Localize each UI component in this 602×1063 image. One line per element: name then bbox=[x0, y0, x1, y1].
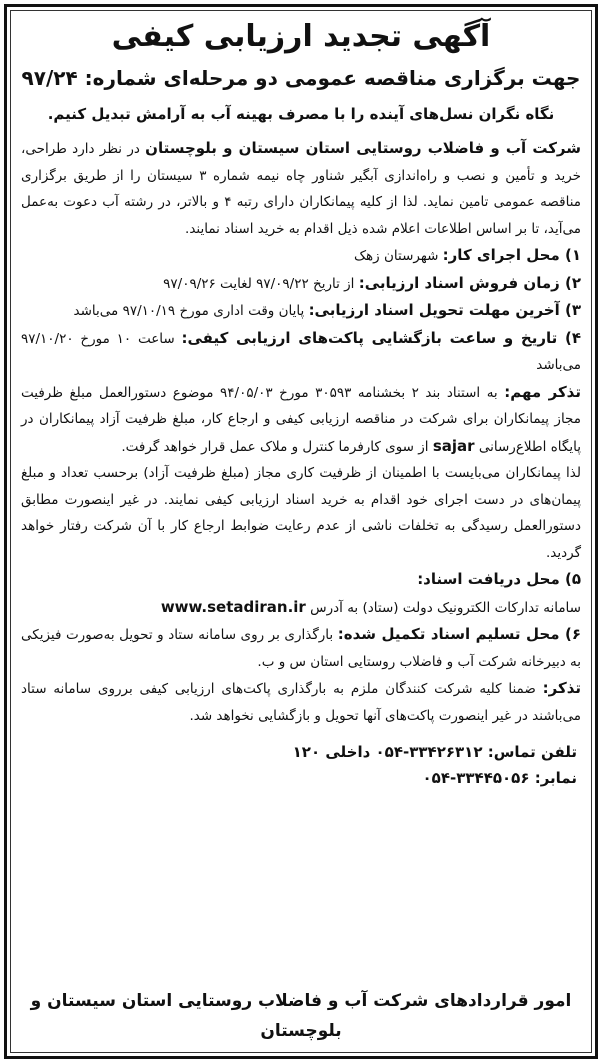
item-text: سامانه تدارکات الکترونیک دولت (ستاد) به آدرس bbox=[305, 599, 581, 616]
note-text: از سوی کارفرما کنترل و ملاک عمل قرار خواهد گرفت. bbox=[121, 438, 433, 455]
notice-subtitle: جهت برگزاری مناقصه عمومی دو مرحله‌ای شماره: ۹۷/۲۴ bbox=[21, 66, 581, 90]
item-text: از تاریخ ۹۷/۰۹/۲۲ لغایت ۹۷/۰۹/۲۶ bbox=[163, 275, 359, 292]
item-submission-place bbox=[21, 621, 581, 675]
important-note bbox=[21, 379, 581, 461]
contact-info bbox=[21, 739, 581, 791]
water-slogan: نگاه نگران نسل‌های آینده را با مصرف بهینه آب به آرامش تبدیل کنیم. bbox=[47, 105, 555, 123]
notice-frame bbox=[4, 4, 598, 1059]
item-label: ۴) تاریخ و ساعت بازگشایی پاکت‌های ارزیابی کیفی: bbox=[181, 328, 581, 347]
note-text: به استناد بند ۲ بخشنامه ۳۰۵۹۳ مورخ ۹۴/۰۵/۰۳ موضوع دستورالعمل مبلغ ظرفیت مجاز پیمانکاران برای شرکت در مناقصه ارزیابی کیفی و ارجاع کار، مبلغ ظرفیت آزاد پیمانکاران در پایگاه اطلاع‌رسانی bbox=[21, 384, 581, 455]
intro-paragraph bbox=[21, 135, 581, 242]
item-label: ۲) زمان فروش اسناد ارزیابی: bbox=[358, 273, 581, 292]
item-label: ۶) محل تسلیم اسناد تکمیل شده: bbox=[337, 625, 581, 643]
setad-url-link[interactable]: www.setadiran.ir bbox=[160, 597, 306, 616]
phone-number: تلفن تماس: ۳۳۴۲۶۳۱۲-۰۵۴ داخلی ۱۲۰ bbox=[292, 743, 577, 761]
note-text: ضمنا کلیه شرکت کنندگان ملزم به بارگذاری پاکت‌های ارزیابی کیفی برروی سامانه ستاد می‌باشند در غیر اینصورت پاکت‌های آنها تحویل و بازگشایی نخواهد شد. bbox=[21, 681, 581, 724]
fax-number: نمابر: ۳۳۴۴۵۰۵۶-۰۵۴ bbox=[422, 769, 577, 787]
note-label: تذکر مهم: bbox=[504, 382, 581, 401]
item-label: ۵) محل دریافت اسناد: bbox=[417, 570, 581, 588]
company-name: شرکت آب و فاضلاب روستایی استان سیستان و بلوچستان bbox=[145, 139, 582, 157]
intro-text: در نظر دارد طراحی، خرید و تأمین و نصب و راه‌اندازی آبگیر شناور چاه نیمه شماره ۳ سیستان را از طریق برگزاری مناقصه عمومی تامین نماید. لذا از کلیه پیمانکاران دارای رتبه ۴ و بالاتر، در رشته آب دعوت به‌عمل می‌آید، تا بر اساس اطلاعات اعلام شده ذیل اقدام به خرید اسناد نمایند. bbox=[21, 141, 582, 237]
upload-note bbox=[21, 675, 581, 729]
item-label: ۳) آخرین مهلت تحویل اسناد ارزیابی: bbox=[308, 301, 581, 319]
notice-title: آگهی تجدید ارزیابی کیفی bbox=[111, 19, 491, 54]
item-text: پایان وقت اداری مورخ ۹۷/۱۰/۱۹ می‌باشد bbox=[73, 303, 309, 319]
item-label: ۱) محل اجرای کار: bbox=[442, 246, 581, 264]
item-text: شهرستان زهک bbox=[353, 248, 443, 264]
setad-address-line bbox=[21, 594, 581, 622]
important-note-continued: لذا پیمانکاران می‌بایست با اطمینان از ظرفیت کاری مجاز (مبلغ ظرفیت آزاد) برحسب تعداد و مبلغ پیمان‌های در دست اجرای خود اقدام به خرید اسناد ارزیابی کیفی نمایند. در غیر اینصورت مطابق دستورالعمل رسیدگی به تخلفات ناشی از عدم رعایت ضوابط ارجاع کار با آن شرکت رفتار خواهد گردید. bbox=[21, 465, 581, 561]
item-deadline bbox=[21, 297, 581, 325]
item-text: بارگذاری بر روی سامانه ستاد و تحویل به‌صورت فیزیکی به دبیرخانه شرکت آب و فاضلاب روستایی استان س و ب. bbox=[21, 627, 581, 670]
item-sale-period bbox=[21, 270, 581, 298]
item-text: ساعت ۱۰ مورخ ۹۷/۱۰/۲۰ می‌باشد bbox=[21, 330, 581, 373]
footer-signature: امور قراردادهای شرکت آب و فاضلاب روستایی استان سیستان و بلوچستان bbox=[30, 991, 572, 1041]
note-label: تذکر: bbox=[542, 679, 581, 697]
sajar-system: sajar bbox=[432, 436, 475, 455]
item-document-source bbox=[21, 566, 581, 594]
item-opening-time bbox=[21, 325, 581, 379]
item-location bbox=[21, 242, 581, 270]
